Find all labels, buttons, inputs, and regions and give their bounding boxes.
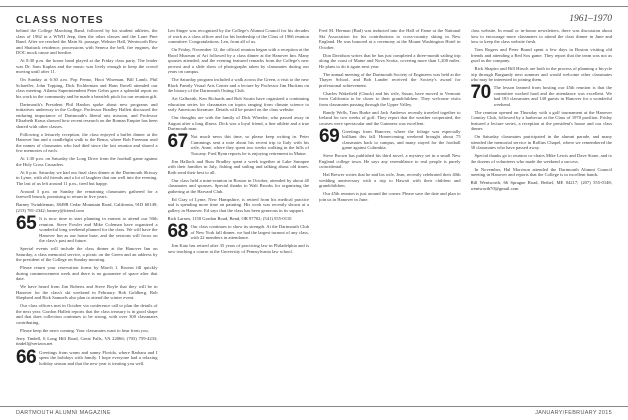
class-year-numeral: 70 — [470, 82, 491, 103]
body-paragraph: Our class held a mini-reunion in Boston in October, attended by about 40 classmates and spouses. Special thanks to Walt Brooks for organizing the gathering at the Harvard Club. — [167, 177, 309, 194]
body-paragraph: Special thanks go to reunion co-chairs Mike Lewis and Dave Stone, and to the dozens of volunteers who made the weekend a success. — [470, 153, 612, 164]
class-year-entry — [167, 131, 310, 156]
body-paragraph: Ed Gray of Lyme, New Hampshire, is retired from his medical practice and is spending more time on painting. His work was recently shown at a gallery in Hanover. Ed says that the class has been generous in its support. — [167, 196, 309, 213]
body-paragraph: Dartmouth's President Phil Hanlon spoke about new programs and initiatives underway in the College. Professor Bradley Hallett discussed the enduring importance of Dartmouth's liberal arts mission, and Professor Elizabeth Kraus showed how recent research on the Roman Empire has been shared with other classes. — [16, 101, 158, 129]
class-secretary-contact: Rich Larsen, 1150 Gordon Road, Bend, OR 97702; (541) 555-0110 — [167, 215, 292, 221]
year-range: 1961–1970 — [569, 14, 612, 24]
entry-paragraph: Greetings from Hanover, where the foliage was especially brilliant this fall. Homecoming weekend brought about 75 classmates back to campus, and many stayed for the football game against Columbia. — [342, 128, 461, 150]
body-paragraph: Around 3 p.m. on Sunday the remaining classmates gathered for a farewell brunch, promising to return in five years. — [16, 188, 158, 199]
class-secretary-contact: Barney Twinkleman, 3849B Cedar Mountain Road, California, 91D 60149; (213) 781-2342; barney@friend.com — [16, 202, 158, 213]
body-paragraph: Following a leisurely reception, the class enjoyed a buffet dinner at the Hanover Inn and a candlelight walk to the Bema, where Bob Freeman read the names of classmates who had died since the last reunion and shared a few memories of each. — [16, 131, 158, 153]
body-paragraph: At 1:30 p.m. on Saturday the Long Drive from the football game against the Holy Cross Crusaders. — [16, 156, 158, 167]
article-columns — [16, 28, 612, 402]
body-paragraph: Our class officers met in October via conference call to plan the details of the next year. Gordon Hallett reports that the class treasury is in good shape and that dues collection continues to be strong, with over 300 classmates contributing. — [16, 303, 158, 325]
body-paragraph: On Sunday at 6:30 a.m. Pop Fenno, Hoot Wiseman, Bill Lamb, Phil Schaeffer, John Topping, Dick Eichlerman and Hans Ihwell attended our class meeting. Atlanta Superintendent Peter Gehrs gave a splendid report on his work in the community and he made a heartfelt pitch for our reunion gift. — [16, 77, 158, 99]
body-paragraph: In November, Hal Morrison attended the Dartmouth Alumni Council meeting in Hanover and reports that the College is in excellent hands. — [470, 166, 612, 177]
body-paragraph: On Friday, November 12, the official reunion began with a reception at the Hood Museum of Art followed by a class dinner at the Hanover Inn. Many spouses attended, and the evening featured remarks from the College's new provost and a slide show of photographs taken by classmates during our years on campus. — [167, 47, 309, 74]
body-paragraph: Jim Hallock and Russ Bradley spent a week together at Lake Sunapee with their families in July, fishing and sailing and talking about old times. Both send their best to all. — [167, 158, 309, 175]
body-paragraph: We have heard from Jim Roberts and Steve Boyle that they will be in Hanover for the class's ski weekend in February. Bob Goldberg, Bob Shepherd and Rick Samuels also plan to attend the winter event. — [16, 284, 158, 300]
class-year-entry — [319, 125, 461, 151]
section-title: CLASS NOTES — [16, 14, 104, 26]
body-paragraph: The reunion opened on Thursday with a golf tournament at the Hanover Country Club, followed by a barbecue at the Class of 1970 pavilion. Friday featured a lecture series, a reception at the president's house and our class dinner. — [470, 109, 612, 131]
class-secretary-contact: Jerry Tindell, 6 Long Hill Road, Great Falls, VA 22066; (703) 759-4233; tindell@verizon.net — [16, 335, 158, 346]
class-year-entry — [16, 213, 158, 244]
column-3 — [319, 28, 461, 402]
entry-paragraph: Not much news this time, so please keep writing in. Peter Cummings sent a note about his recent trip to Italy with his wife, Anne, where they spent two weeks walking in the hills of Tuscany. Fred Ryan reports he is enjoying retirement in Maine. — [190, 134, 309, 156]
body-paragraph: The annual meeting of the Dartmouth Society of Engineers was held at the Thayer School, and Bob Lander received the Society's award for professional achievement. — [319, 71, 461, 88]
issue-date: JANUARY/FEBRUARY 2015 — [535, 410, 612, 416]
body-paragraph: Art Galbraith, Ken Richards and Bob Swain have organized a continuing education series for classmates on topics ranging from climate science to early American literature. Details will be posted on the class website. — [167, 96, 309, 112]
entry-paragraph: It is now time to start planning in earnest to attend our 50th reunion. Steve Fowler and Mike Coleman have organized a wonderful long weekend planned for the class. We will have the Hanover Inn as our home base, and the sessions will focus on the class's past and future. — [39, 216, 158, 243]
body-paragraph: Jim Katz has retired after 35 years of practicing law in Philadelphia and is now teaching a course at the University of Pennsylvania law school. — [167, 243, 309, 254]
body-paragraph: Special events will include the class dinner at the Hanover Inn on Saturday, a class memorial service, a picnic on the Green and an address by the president of the College on Sunday morning. — [16, 246, 158, 262]
entry-paragraph: Greetings from warm and sunny Florida, where Barbara and I spent the holidays with family. I hope everyone had a relaxing holiday season and that the new year is treating you well. — [39, 349, 158, 366]
body-paragraph: Our 45th reunion is just around the corner. Please save the date and plan to join us in Hanover in June. — [319, 191, 461, 202]
body-paragraph: Our thoughts are with the family of Dick Wheeler, who passed away in August after a long illness. Dick was a loyal friend, a fine athlete and a true Dartmouth man. — [167, 115, 309, 131]
class-year-numeral: 69 — [319, 125, 340, 147]
class-year-numeral: 68 — [167, 221, 188, 242]
body-paragraph: Len Singer was recognized by the College's Alumni Council for his decades of work as a class officer and for his leadership of the Class of 1966 reunion committee. Congratulations, Len, from all of us. — [167, 28, 309, 44]
class-year-numeral: 65 — [16, 213, 37, 234]
body-paragraph: class website. In email or in-house newsletters, there was discussion about how to encourage more classmates to attend the class dinner in June and how to keep the class website fresh. — [470, 28, 612, 44]
body-paragraph: The Saturday program included a walk across the Green, a visit to the new Black Family Visual Arts Center and a lecture by Professor Jim Huckins on the history of the Dartmouth Outing Club. — [167, 77, 309, 93]
entry-paragraph: The lesson learned from hosting our 45th reunion is that the committee worked hard and the attendance was excellent. We had 183 classmates and 140 guests in Hanover for a wonderful weekend. — [493, 85, 612, 107]
body-paragraph: Rick Shapiro and Bill Hirsch are both in the process of planning a bicycle trip through Burgundy next summer and would welcome other classmates who may be interested in joining them. — [470, 66, 612, 82]
class-year-entry — [16, 346, 158, 368]
class-year-entry — [167, 221, 310, 242]
body-paragraph: Tom Rogers and Peter Brand spent a few days in Boston visiting old friends and attending a Red Sox game. They report that the team was not as good as the company. — [470, 47, 612, 63]
body-paragraph: Charles Wakefield (Chuck) and his wife, Susan, have moved to Vermont from California to be closer to their grandchildren. They welcome visits from classmates passing through the Upper Valley. — [319, 90, 461, 107]
class-year-entry — [470, 82, 613, 107]
column-1 — [16, 28, 158, 402]
column-2 — [168, 28, 310, 402]
body-paragraph: Don Davidson writes that he has just completed a three-month sailing trip along the coast of Maine and Nova Scotia, covering more than 1,200 miles. He plans to do it again next year. — [319, 52, 461, 69]
class-year-numeral: 67 — [167, 131, 188, 152]
body-paragraph: Randy Wells, Tom Burke and Jack Andrews recently traveled together to Ireland for two weeks of golf. They report that the weather cooperated, the courses were spectacular and the Guinness was excellent. — [319, 109, 461, 126]
body-paragraph: Steve Brown has published his third novel, a mystery set in a small New England college town. He says any resemblance to real people is purely coincidental. — [319, 153, 461, 169]
class-year-numeral: 66 — [16, 346, 37, 368]
entry-paragraph: Our class continues to show its strength. At the Dartmouth Club of New York fall dinner, we had the largest turnout of any class, with 22 members in attendance. — [190, 224, 309, 240]
column-4 — [471, 28, 613, 402]
class-secretary-contact: Bill Wentworth, 66 Sprague Road, Bethel, ME 04217; (207) 555-0148; wentworth70@gmail.com — [470, 180, 612, 191]
body-paragraph: Please keep the news coming. Your classmates want to hear from you. — [20, 327, 149, 333]
body-paragraph: At 8:30 p.m. the honor band played at the Friday class party. The leader was Dr. Sam Kaplan and the music was lively enough to keep the crowd moving until after 11. — [16, 58, 158, 74]
body-paragraph: Fred M. Herman (Bud) was inducted into the Hall of Fame at the National Ski Association for his contributions to cross-country skiing in New England. He was honored at a ceremony at the Mount Washington Hotel in October. — [319, 28, 461, 50]
magazine-name: DARTMOUTH ALUMNI MAGAZINE — [16, 410, 111, 416]
body-paragraph: Please return your reservation forms by March 1. Rooms fill quickly during commencement week and there is no guarantee of space after that date. — [16, 265, 158, 281]
body-paragraph: At 6 p.m. Saturday we had our final class dinner at the Dartmouth Skiway in Lyme, with old friends and a lot of laughter that ran well into the evening. The last of us left around 11 p.m., tired but happy. — [16, 169, 158, 186]
bottom-rule — [0, 406, 628, 407]
body-paragraph: On Saturday classmates participated in the alumni parade, and many attended the memorial service in Rollins Chapel, where we remembered the 58 classmates who have passed away. — [470, 134, 612, 150]
body-paragraph: Hal Brewer writes that he and his wife, Jean, recently celebrated their 40th wedding anniversary with a trip to Hawaii with their children and grandchildren. — [319, 172, 461, 188]
top-rule — [0, 6, 628, 7]
body-paragraph: behind the College Marching Band, followed by his student athletes, the class of 1962 in a WWII Jeep, then the other classes and the Lone Pine Band. After we reached the Main St. passage, Webster Hall, Wentworth Row and Shattuck residence, processions with Seneca the bell, fire engines, the DOC mock canoe and bonfire. — [16, 28, 158, 55]
